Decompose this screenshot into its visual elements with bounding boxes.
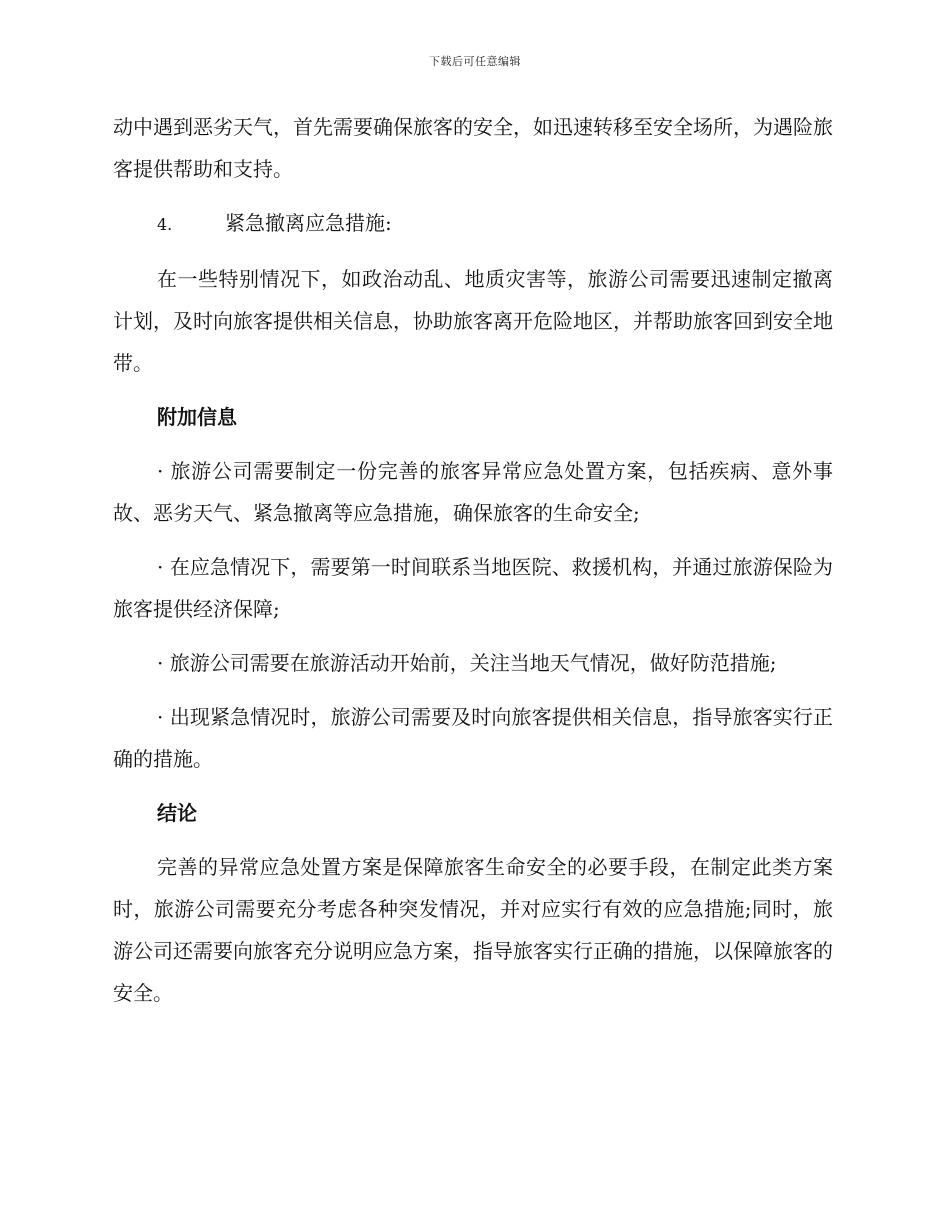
document-body xyxy=(113,106,833,1026)
bullet-item: · 出现紧急情况时，旅游公司需要及时向旅客提供相关信息，指导旅客实行正确的措施。 xyxy=(113,705,833,771)
numbered-item-4 xyxy=(157,202,833,246)
heading-additional-info: 附加信息 xyxy=(157,405,237,429)
item-title: 紧急撤离应急措施: xyxy=(225,211,392,235)
paragraph-conclusion: 完善的异常应急处置方案是保障旅客生命安全的必要手段，在制定此类方案时，旅游公司需要充分考虑各种突发情况，并对应实行有效的应急措施;同时，旅游公司还需要向旅客充分说明应急方案，指导旅客实行正确的措施，以保障旅客的安全。 xyxy=(113,855,833,1005)
item-number: 4. xyxy=(157,215,173,234)
bullet-item: · 在应急情况下，需要第一时间联系当地医院、救援机构，并通过旅游保险为旅客提供经济保障; xyxy=(113,555,833,621)
bullet-item: · 旅游公司需要制定一份完善的旅客异常应急处置方案，包括疾病、意外事故、恶劣天气、紧急撤离等应急措施，确保旅客的生命安全; xyxy=(113,459,833,525)
bullet-item: · 旅游公司需要在旅游活动开始前，关注当地天气情况，做好防范措施; xyxy=(157,651,777,675)
paragraph-continued: 动中遇到恶劣天气，首先需要确保旅客的安全，如迅速转移至安全场所，为遇险旅客提供帮助和支持。 xyxy=(113,115,833,181)
heading-conclusion: 结论 xyxy=(157,801,197,825)
page-header: 下载后可任意编辑 xyxy=(429,55,521,68)
paragraph-evacuation: 在一些特别情况下，如政治动乱、地质灾害等，旅游公司需要迅速制定撤离计划，及时向旅客提供相关信息，协助旅客离开危险地区，并帮助旅客回到安全地带。 xyxy=(113,267,833,375)
